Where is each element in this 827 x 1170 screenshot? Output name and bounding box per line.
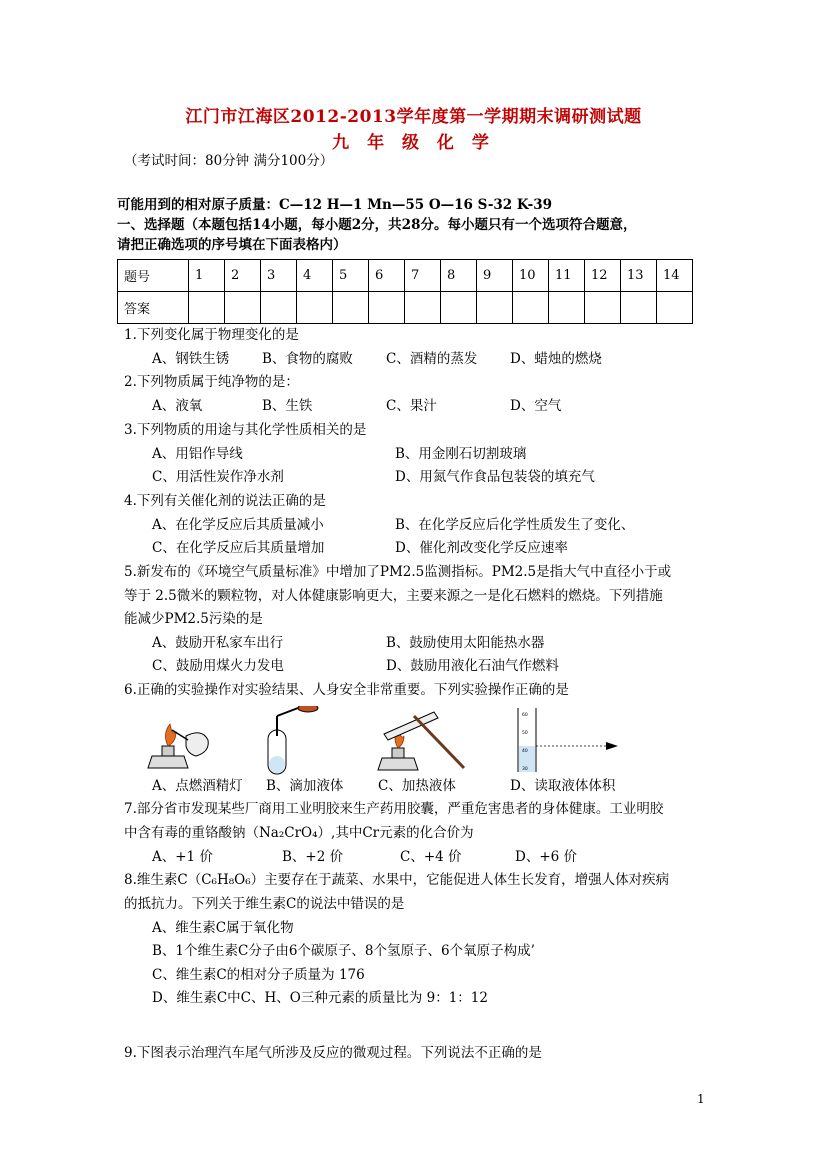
q6-option-d: D、读取液体体积 (510, 778, 616, 794)
answer-cell[interactable] (297, 292, 333, 324)
page-number: 1 (697, 1092, 705, 1106)
q7-option-a: A、+1 价 (152, 849, 213, 865)
question-7-stem-1: 7.部分省市发现某些厂商用工业明胶来生产药用胶囊，严重危害患者的身体健康。工业明胶 (124, 801, 664, 817)
exam-title: 江门市江海区2012-2013学年度第一学期期末调研测试题 (185, 107, 642, 127)
answer-cell[interactable] (549, 292, 585, 324)
answer-cell[interactable] (369, 292, 405, 324)
question-5-stem-1: 5.新发布的《环境空气质量标准》中增加了PM2.5监测指标。PM2.5是指大气中直径小于或 (124, 564, 672, 580)
cylinder-tick-label: 30 (522, 767, 528, 772)
question-number: 5 (333, 260, 369, 292)
q5-option-d: D、鼓励用液化石油气作燃料 (386, 658, 559, 674)
question-number: 6 (369, 260, 405, 292)
exam-info: （考试时间：80分钟 满分100分） (124, 153, 334, 169)
question-8-stem-1: 8.维生素C（C₆H₈O₆）主要存在于蔬菜、水果中，它能促进人体生长发育，增强人体对疾病 (124, 872, 670, 888)
question-number: 11 (549, 260, 585, 292)
question-number: 10 (513, 260, 549, 292)
q8-option-a: A、维生素C属于氧化物 (152, 920, 294, 936)
table-answer-label: 答案 (118, 292, 189, 324)
table-row (118, 292, 693, 324)
q4-option-a: A、在化学反应后其质量减小 (152, 517, 324, 533)
answer-cell[interactable] (225, 292, 261, 324)
answer-cell[interactable] (585, 292, 621, 324)
answer-table (117, 259, 693, 324)
q4-option-d: D、催化剂改变化学反应速率 (395, 540, 568, 556)
answer-cell[interactable] (261, 292, 297, 324)
question-number: 13 (621, 260, 657, 292)
question-number: 9 (477, 260, 513, 292)
answer-cell[interactable] (333, 292, 369, 324)
q1-option-a: A、钢铁生锈 (152, 351, 230, 367)
section-heading-1: 一、选择题（本题包括14小题，每小题2分，共28分。每小题只有一个选项符合题意， (117, 217, 637, 233)
answer-cell[interactable] (513, 292, 549, 324)
answer-cell[interactable] (657, 292, 693, 324)
q1-option-d: D、蜡烛的燃烧 (510, 351, 602, 367)
q4-option-b: B、在化学反应后化学性质发生了变化、 (395, 517, 635, 533)
question-1-stem: 1.下列变化属于物理变化的是 (124, 327, 299, 343)
answer-cell[interactable] (477, 292, 513, 324)
q3-option-b: B、用金刚石切割玻璃 (395, 446, 527, 462)
question-5-stem-3: 能减少PM2.5污染的是 (124, 611, 263, 627)
q1-option-c: C、酒精的蒸发 (386, 351, 478, 367)
question-3-stem: 3.下列物质的用途与其化学性质相关的是 (124, 422, 367, 438)
question-number: 3 (261, 260, 297, 292)
question-9-stem: 9.下图表示治理汽车尾气所涉及反应的微观过程。下列说法不正确的是 (124, 1045, 542, 1061)
q8-option-d: D、维生素C中C、H、O三种元素的质量比为 9：1：12 (152, 990, 488, 1006)
question-number: 4 (297, 260, 333, 292)
q3-option-d: D、用氮气作食品包装袋的填充气 (395, 469, 595, 485)
lighting-alcohol-lamp-image (142, 706, 214, 776)
question-6-stem: 6.正确的实验操作对实验结果、人身安全非常重要。下列实验操作正确的是 (124, 682, 569, 698)
cylinder-tick-label: 50 (522, 731, 528, 736)
question-7-stem-2: 中含有毒的重铬酸钠（Na₂CrO₄）,其中Cr元素的化合价为 (124, 825, 474, 841)
q2-option-b: B、生铁 (262, 398, 313, 414)
question-number: 7 (405, 260, 441, 292)
q2-option-c: C、果汁 (386, 398, 437, 414)
table-row (118, 260, 693, 292)
section-heading-2: 请把正确选项的序号填在下面表格内） (117, 237, 347, 253)
q5-option-a: A、鼓励开私家车出行 (152, 635, 284, 651)
question-8-stem-2: 的抵抗力。下列关于维生素C的说法中错误的是 (124, 896, 405, 912)
cylinder-tick-label: 40 (522, 749, 528, 754)
q5-option-c: C、鼓励用煤火力发电 (152, 658, 284, 674)
q6-option-a: A、点燃酒精灯 (152, 778, 243, 794)
answer-cell[interactable] (441, 292, 477, 324)
question-number: 12 (585, 260, 621, 292)
q6-option-b: B、滴加液体 (266, 778, 344, 794)
answer-cell[interactable] (189, 292, 225, 324)
exam-subtitle: 九 年 级 化 学 (332, 133, 495, 153)
reading-volume-image (514, 706, 624, 776)
q2-option-d: D、空气 (510, 398, 562, 414)
q2-option-a: A、液氧 (152, 398, 203, 414)
answer-cell[interactable] (405, 292, 441, 324)
heating-liquid-image (374, 706, 474, 776)
q4-option-c: C、在化学反应后其质量增加 (152, 540, 325, 556)
q1-option-b: B、食物的腐败 (262, 351, 353, 367)
question-2-stem: 2.下列物质属于纯净物的是： (124, 374, 299, 390)
table-header-label: 题号 (118, 260, 189, 292)
q5-option-b: B、鼓励使用太阳能热水器 (386, 635, 545, 651)
q3-option-a: A、用铝作导线 (152, 446, 243, 462)
dropping-liquid-image (258, 706, 330, 776)
question-number: 2 (225, 260, 261, 292)
q8-option-c: C、维生素C的相对分子质量为 176 (152, 967, 365, 983)
q3-option-c: C、用活性炭作净水剂 (152, 469, 284, 485)
question-number: 8 (441, 260, 477, 292)
q6-option-c: C、加热液体 (378, 778, 456, 794)
question-number: 14 (657, 260, 693, 292)
question-4-stem: 4.下列有关催化剂的说法正确的是 (124, 493, 326, 509)
question-5-stem-2: 等于 2.5微米的颗粒物，对人体健康影响更大，主要来源之一是化石燃料的燃烧。下列措施 (124, 588, 663, 604)
cylinder-tick-label: 60 (522, 713, 528, 718)
q8-option-b: B、1个维生素C分子由6个碳原子、8个氢原子、6个氧原子构成’ (152, 943, 535, 959)
q7-option-c: C、+4 价 (400, 849, 462, 865)
q7-option-d: D、+6 价 (515, 849, 578, 865)
q7-option-b: B、+2 价 (282, 849, 344, 865)
question-number: 1 (189, 260, 225, 292)
atomic-masses: 可能用到的相对原子质量：C—12 H—1 Mn—55 O—16 S-32 K-39 (117, 197, 553, 213)
answer-cell[interactable] (621, 292, 657, 324)
